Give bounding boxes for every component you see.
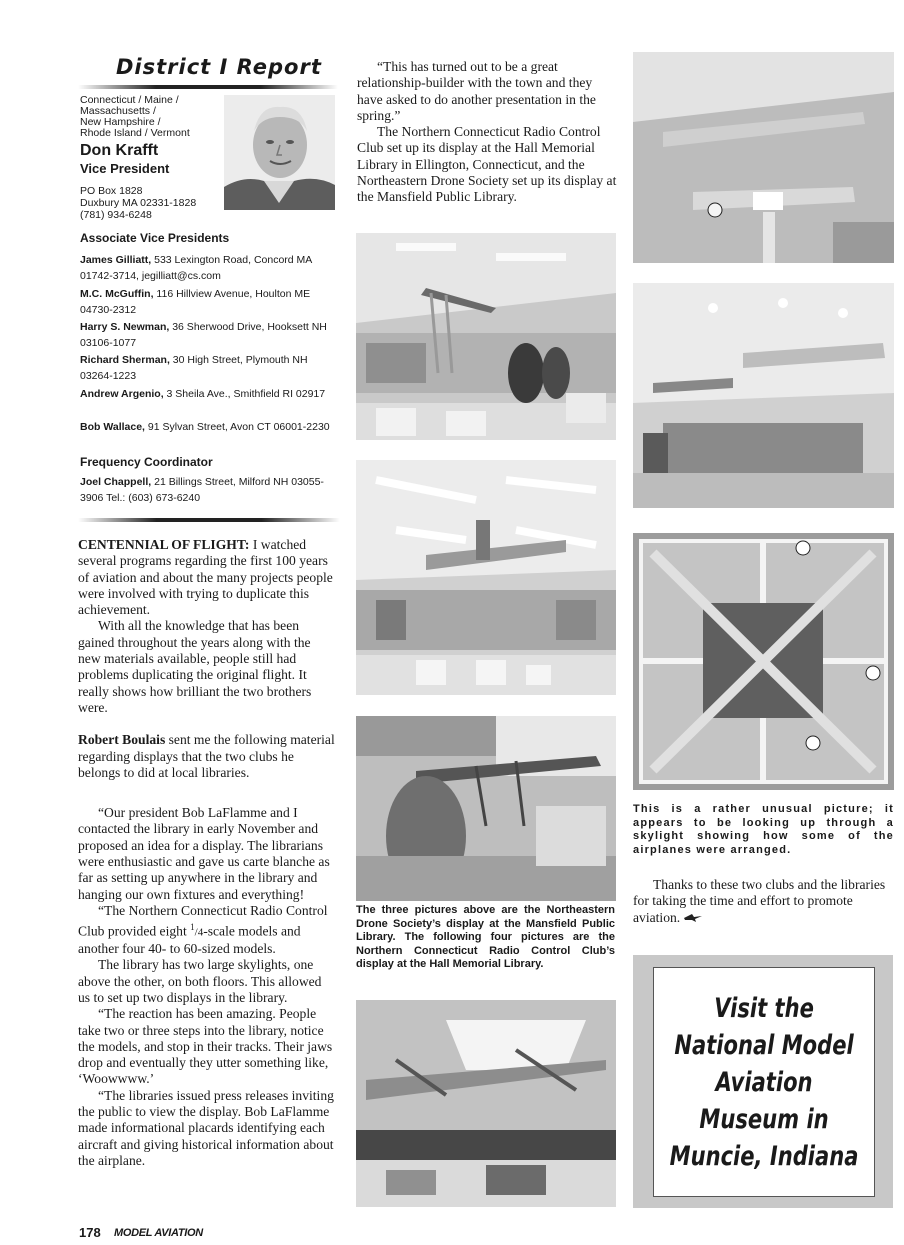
address-line: (781) 934-6248	[80, 209, 152, 221]
avp-entry: James Gilliatt, 533 Lexington Road, Concord MA 01742-3714, jegilliatt@cs.com	[80, 254, 312, 282]
caption-skylight: This is a rather unusual picture; it appears to be looking up through a skylight showing how some of the airplanes were arranged.	[633, 803, 894, 856]
magazine-name: MODEL AVIATION	[114, 1227, 203, 1239]
ad-line: Museum in	[699, 1103, 829, 1135]
paragraph: Robert Boulais sent me the following material regarding displays that the two clubs he belongs to did at local libraries.	[78, 732, 335, 780]
paragraph: With all the knowledge that has been gained throughout the years along with the new materials available, people still had problems duplicating the original flight. It really shows how brilliant the two brothers were.	[78, 618, 312, 715]
library-photo-2	[356, 460, 616, 695]
avp-heading: Associate Vice Presidents	[80, 231, 230, 245]
avp-entry: Harry S. Newman, 36 Sherwood Drive, Hooksett NH 03106-1077	[80, 321, 327, 349]
avp-entry: Bob Wallace, 91 Sylvan Street, Avon CT 06001-2230	[80, 421, 330, 433]
library-photo-1	[356, 233, 616, 440]
ad-line: Visit the	[714, 992, 814, 1024]
address-line: PO Box 1828	[80, 185, 143, 197]
ama-logo-icon	[684, 914, 702, 922]
paragraph: CENTENNIAL OF FLIGHT: I watched several programs regarding the first 100 years of aviation and about the many projects people were involved with trying to duplicate this achievement.	[78, 537, 333, 618]
museum-ad-text	[670, 990, 859, 1175]
vp-portrait	[224, 95, 335, 210]
state-line: New Hampshire /	[80, 116, 161, 128]
caption-mansfield: The three pictures above are the Northeastern Drone Society’s display at the Mansfield Public Library. The following four pictures are the Northern Connecticut Radio Control Club’s display at the Hall Memorial Library.	[356, 904, 615, 970]
freq-entry: Joel Chappell, 21 Billings Street, Milford NH 03055-3906 Tel.: (603) 673-6240	[80, 476, 324, 504]
vp-name: Don Krafft	[80, 142, 159, 159]
ad-line: Aviation	[715, 1066, 813, 1098]
article-column-3	[633, 877, 895, 926]
paragraph: The Northern Connecticut Radio Control Club set up its display at the Hall Memorial Library in Ellington, Connecticut, and the Northeastern Drone Society set up its display at the Mansfield Public Library.	[357, 124, 617, 205]
paragraph: “The Northern Connecticut Radio Control Club provided eight $^1$/4-scale models and another four 40- to 60-sized models.	[78, 902, 328, 957]
library-photo-4	[356, 1000, 616, 1207]
ad-line: Muncie, Indiana	[669, 1140, 859, 1172]
article-column-1	[78, 537, 336, 1169]
skylight-photo	[633, 533, 894, 790]
paragraph: “Our president Bob LaFlamme and I contacted the library in early November and proposed an idea for a display. The librarians were enthusiastic and gave us carte blanche as far as setting up anywhere in the library and hanging our own fixtures and everything!	[78, 805, 330, 902]
paragraph: Thanks to these two clubs and the libraries for taking the time and effort to promote aviation.	[633, 877, 886, 925]
address-line: Duxbury MA 02331-1828	[80, 197, 197, 209]
report-title: District I Report	[116, 55, 322, 79]
avp-entry: Richard Sherman, 30 High Street, Plymouth NH 03264-1223	[80, 354, 308, 382]
paragraph: “The libraries issued press releases inviting the public to view the display. Bob LaFlamme made informational placards identifying each aircraft and giving historical information about the airplane.	[78, 1087, 334, 1168]
page-number: 178	[79, 1225, 101, 1240]
state-line: Connecticut / Maine /	[80, 94, 179, 106]
museum-ad	[633, 955, 893, 1208]
state-line: Massachusetts /	[80, 105, 156, 117]
paragraph: “This has turned out to be a great relationship-builder with the town and they have asked to do another presentation in the spring.”	[357, 59, 596, 123]
library-photo-6	[633, 283, 894, 508]
library-photo-3	[356, 716, 616, 901]
avp-entry: M.C. McGuffin, 116 Hillview Avenue, Houlton ME 04730-2312	[80, 288, 311, 316]
freq-heading: Frequency Coordinator	[80, 455, 213, 469]
library-photo-5	[633, 52, 894, 263]
avp-entry: Andrew Argenio, 3 Sheila Ave., Smithfield RI 02917	[80, 388, 326, 400]
paragraph: The library has two large skylights, one above the other, on both floors. This allowed us to set up two displays in the library.	[78, 957, 322, 1005]
ad-line: National Model	[674, 1029, 854, 1061]
museum-ad-frame	[653, 967, 875, 1197]
paragraph: “The reaction has been amazing. People take two or three steps into the library, notice the models, and stop in their tracks. Their jaws drop and eventually they utter something like, ‘Woowwww.’	[78, 1006, 333, 1087]
state-list	[80, 95, 240, 139]
title-rule	[78, 85, 338, 89]
vp-title: Vice President	[80, 161, 170, 176]
state-line: Rhode Island / Vermont	[80, 127, 190, 139]
section-rule	[78, 518, 340, 522]
vp-address	[80, 185, 230, 221]
article-column-2	[357, 59, 617, 206]
